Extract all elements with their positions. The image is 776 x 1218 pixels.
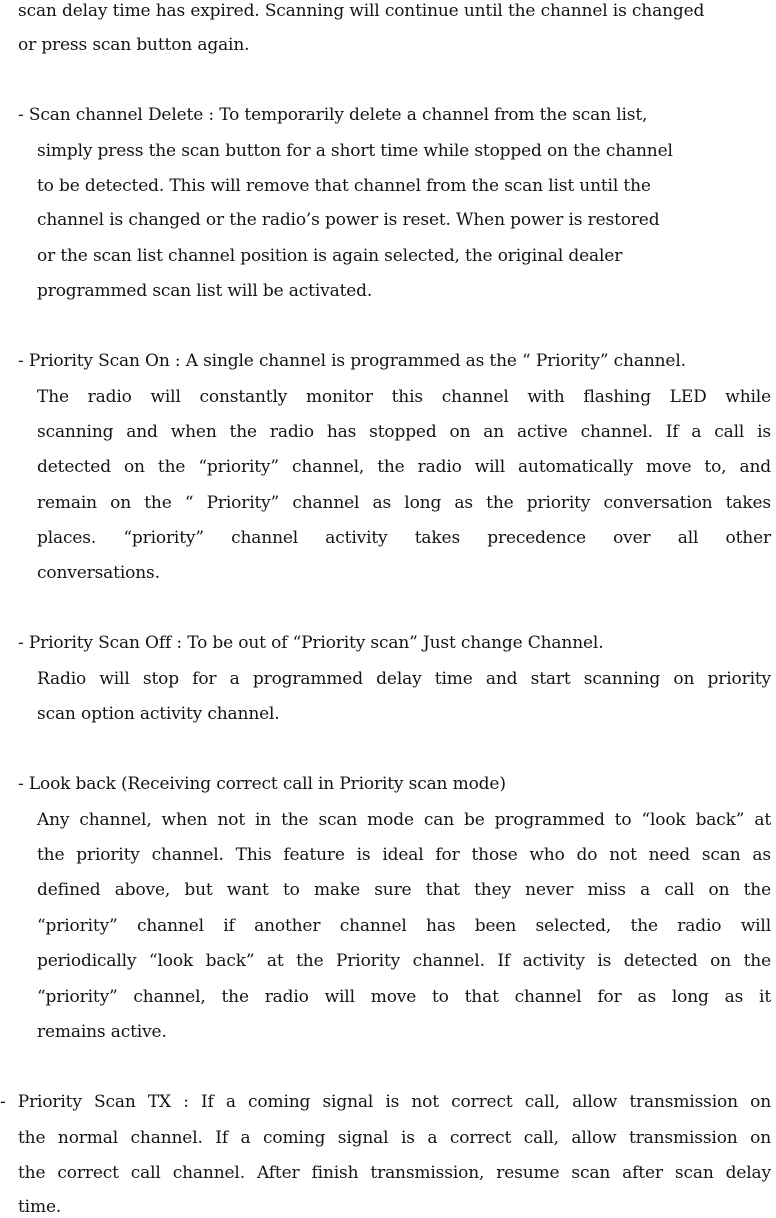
scan-delete-line: to be detected. This will remove that channel from the scan list until the	[37, 176, 651, 196]
look-back-line: Any channel, when not in the scan mode can be programmed to “look back” at	[37, 810, 771, 830]
priority-scan-on-line: The radio will constantly monitor this channel with flashing LED while	[37, 387, 771, 407]
priority-scan-tx-line: time.	[18, 1197, 62, 1217]
priority-scan-on-line: detected on the “priority” channel, the radio will automatically move to, and	[37, 457, 771, 477]
intro-line-1: scan delay time has expired. Scanning will continue until the channel is changed	[18, 1, 705, 21]
scan-delete-line: programmed scan list will be activated.	[37, 281, 373, 301]
look-back-line: defined above, but want to make sure that they never miss a call on the	[37, 880, 771, 900]
priority-scan-off-line: Radio will stop for a programmed delay time and start scanning on priority	[37, 669, 771, 689]
scan-delete-line: simply press the scan button for a short time while stopped on the channel	[37, 141, 673, 161]
look-back-line: remains active.	[37, 1022, 167, 1042]
scan-delete-line: or the scan list channel position is again selected, the original dealer	[37, 246, 623, 266]
look-back-line: “priority” channel, the radio will move to that channel for as long as it	[37, 987, 771, 1007]
look-back-line: periodically “look back” at the Priority channel. If activity is detected on the	[37, 951, 771, 971]
priority-scan-tx-heading: - Priority Scan TX : If a coming signal is not correct call, allow transmission on	[0, 1092, 771, 1112]
priority-scan-tx-line: the normal channel. If a coming signal is a correct call, allow transmission on	[18, 1128, 771, 1148]
priority-scan-off-heading: - Priority Scan Off : To be out of “Priority scan” Just change Channel.	[18, 633, 604, 653]
priority-scan-off-line: scan option activity channel.	[37, 704, 280, 724]
priority-scan-on-heading: - Priority Scan On : A single channel is programmed as the “ Priority” channel.	[18, 351, 686, 371]
look-back-line: the priority channel. This feature is ideal for those who do not need scan as	[37, 845, 771, 865]
look-back-line: “priority” channel if another channel has been selected, the radio will	[37, 916, 771, 936]
priority-scan-on-line: places. “priority” channel activity takes precedence over all other	[37, 528, 771, 548]
scan-delete-line: channel is changed or the radio’s power is reset. When power is restored	[37, 210, 660, 230]
intro-line-2: or press scan button again.	[18, 35, 250, 55]
look-back-heading: - Look back (Receiving correct call in Priority scan mode)	[18, 774, 506, 794]
priority-scan-on-line: remain on the “ Priority” channel as long as the priority conversation takes	[37, 493, 771, 513]
priority-scan-tx-line: the correct call channel. After finish transmission, resume scan after scan delay	[18, 1163, 771, 1183]
priority-scan-on-line: scanning and when the radio has stopped on an active channel. If a call is	[37, 422, 771, 442]
priority-scan-on-line: conversations.	[37, 563, 160, 583]
scan-delete-heading: - Scan channel Delete : To temporarily delete a channel from the scan list,	[18, 105, 648, 125]
